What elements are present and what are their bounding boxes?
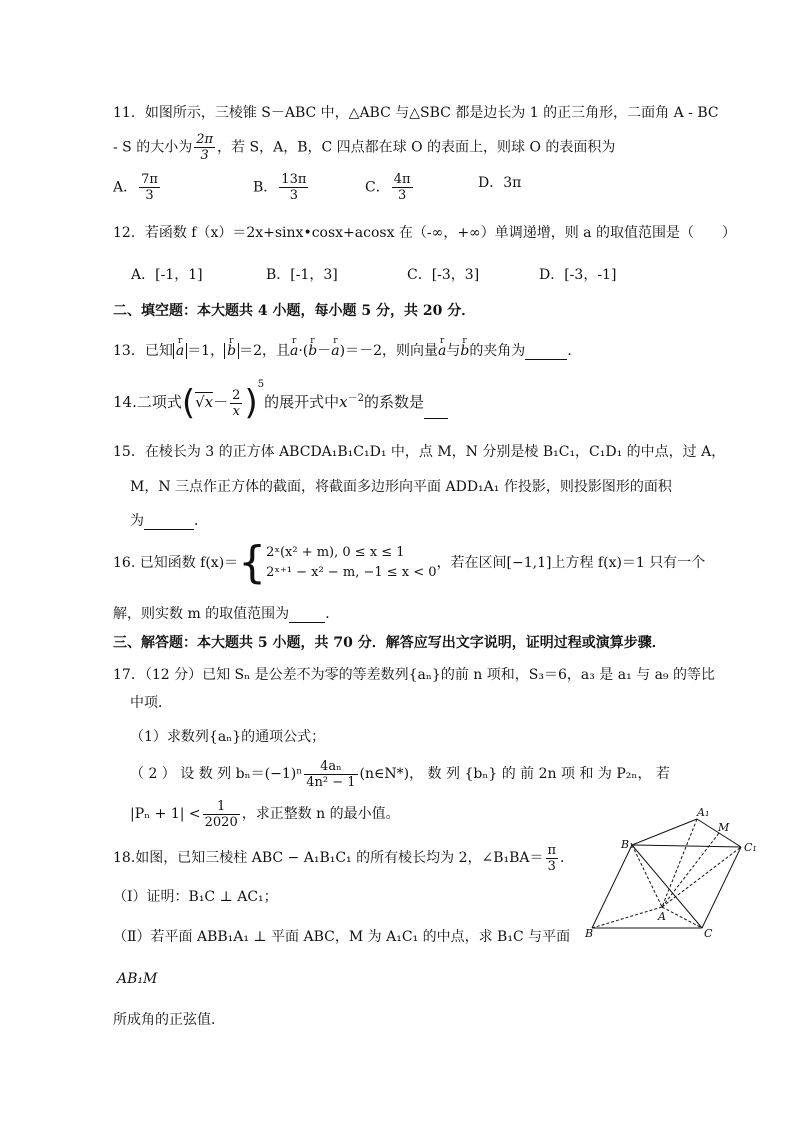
label-A1: A₁ bbox=[697, 806, 710, 819]
section-solution-heading: 三、解答题：本大题共 5 小题，共 70 分．解答应写出文字说明，证明过程或演算步骤． bbox=[113, 635, 666, 651]
q15-answer-blank[interactable] bbox=[144, 511, 194, 530]
q12-option-d: D．[-3，-1] bbox=[539, 267, 617, 283]
q11-line2: - S 的大小为 $\frac{2\pi}{3}$ ，若 S，A，B，C 四点都在球 O 的表面上，则球 O 的表面积为 bbox=[113, 132, 616, 163]
q18-part2: （Ⅱ）若平面 ABB₁A₁ ⊥ 平面 ABC，M 为 A₁C₁ 的中点，求 B₁C 与平面 bbox=[113, 929, 571, 945]
q16-line2: 解，则实数 m 的取值范围为 ． bbox=[113, 606, 340, 622]
q12-option-b: B．[-1，3] bbox=[266, 267, 338, 283]
q11-option-d: D．3π bbox=[478, 175, 522, 191]
q14-text: 14.二项式(√x－ $\frac{2}{x}$ )$^5$的展开式中$x^{-2}$的系数是 bbox=[113, 382, 448, 416]
q18-part2b: AB₁M bbox=[117, 971, 158, 987]
label-A: A bbox=[658, 910, 666, 923]
q15-line1: 15．在棱长为 3 的正方体 ABCDA₁B₁C₁D₁ 中，点 M，N 分别是棱 B₁C₁，C₁D₁ 的中点，过 A， bbox=[113, 444, 726, 460]
q14-answer-blank[interactable] bbox=[424, 384, 448, 419]
q16-answer-blank[interactable] bbox=[289, 604, 325, 623]
section-fill-in-heading: 二、填空题：本大题共 4 小题，每小题 5 分，共 20 分． bbox=[113, 303, 476, 319]
q15-line3: 为 ． bbox=[130, 513, 208, 529]
label-B: B bbox=[585, 927, 594, 940]
q18-line1: 18.如图，已知三棱柱 ABC − A₁B₁C₁ 的所有棱长均为 2，∠B₁BA＝ $\frac{\pi}{3}$ ． bbox=[113, 842, 575, 874]
q18-part1: （Ⅰ）证明：B₁C ⊥ AC₁； bbox=[113, 889, 278, 905]
q11-angle-fraction: $\frac{2\pi}{3}$ bbox=[196, 132, 214, 163]
q17-part1: （1）求数列{aₙ}的通项公式； bbox=[130, 729, 326, 745]
q11-option-b: B． $\frac{13\pi}{3}$ bbox=[253, 172, 307, 203]
prism-figure bbox=[585, 805, 760, 945]
q11-option-c: C． $\frac{4\pi}{3}$ bbox=[365, 172, 411, 203]
q15-line2: M，N 三点作正方体的截面，将截面多边形向平面 ADD₁A₁ 作投影，则投影图形的面积 bbox=[130, 479, 672, 495]
q16-line1: 16. 已知函数 f(x)＝{ 2ˣ(x² + m), 0 ≤ x ≤ 1 2ˣ⁺¹ − x² − m, −1 ≤ x < 0 ，若在区间[−1,1]上方程 f(x)＝1 只有一个 bbox=[113, 537, 706, 588]
q12-option-a: A．[-1，1] bbox=[131, 267, 203, 283]
q12-text: 12．若函数 f（x）＝2x+sinx•cosx+acosx 在（-∞，+∞）单调递增，则 a 的取值范围是（ ） bbox=[113, 225, 736, 241]
q17-part2b: |Pₙ + 1| < $\frac{1}{2020}$ ，求正整数 n 的最小值。 bbox=[130, 798, 400, 830]
q17-line2: 中项． bbox=[130, 695, 172, 711]
q12-option-c: C．[-3，3] bbox=[407, 267, 480, 283]
q17-line1: 17．（12 分）已知 Sₙ 是公差不为零的等差数列{aₙ}的前 n 项和，S₃＝6，a₃ 是 a₁ 与 a₉ 的等比 bbox=[113, 667, 715, 683]
label-C: C bbox=[704, 927, 713, 940]
label-C1: C₁ bbox=[744, 841, 757, 854]
q11-line1: 11．如图所示，三棱锥 S－ABC 中，△ABC 与△SBC 都是边长为 1 的正三角形，二面角 A - BC bbox=[113, 105, 719, 121]
q11-option-a: A． $\frac{7\pi}{3}$ bbox=[113, 172, 158, 203]
q13-text: 13．已知r a ＝1，r b ＝2，且r a·(r b－r a)＝－2，则向量r a与r b的夹角为 ． bbox=[113, 338, 581, 360]
q18-part2c: 所成角的正弦值． bbox=[113, 1012, 225, 1028]
q17-part2: （ 2 ） 设 数 列 bₙ＝(−1)ⁿ $\frac{\text{4aₙ}}{\text{4n² − 1}}$ (n∈N*)， 数 列 {bₙ} 的 前 2n 项 和 为 P₂ₙ， 若 bbox=[130, 758, 670, 790]
label-B1: B₁ bbox=[621, 838, 634, 851]
label-M: M bbox=[718, 821, 730, 834]
q13-answer-blank[interactable] bbox=[525, 341, 567, 360]
